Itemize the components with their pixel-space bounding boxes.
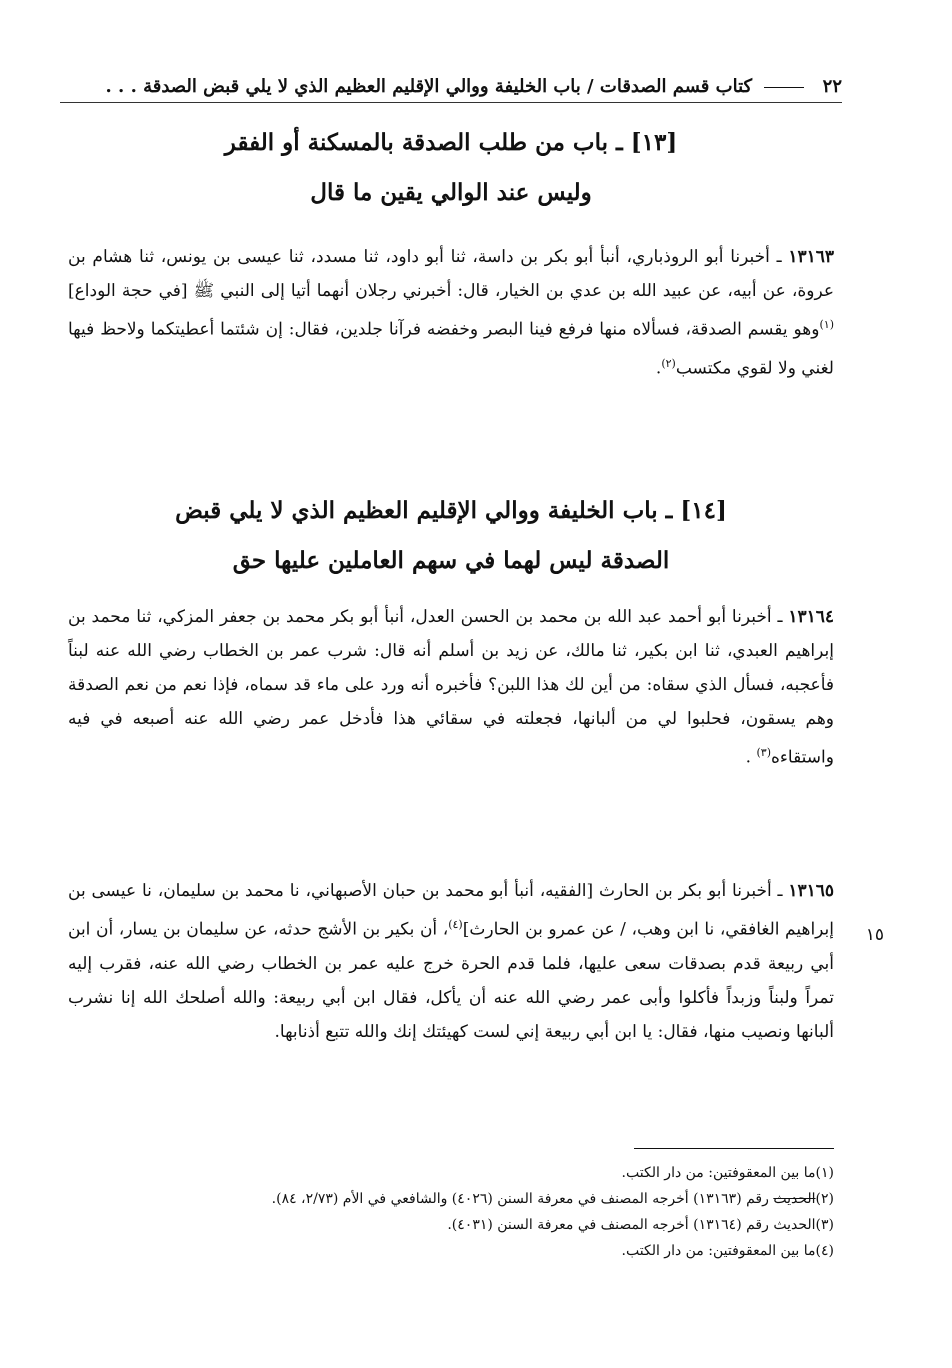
footnote-marker: (٤) — [815, 1243, 834, 1259]
footnote-struck-word: الحديث — [773, 1191, 816, 1207]
footnote-separator — [634, 1148, 834, 1149]
footnote-1 — [68, 1160, 834, 1186]
section-14-title-line2: الصدقة ليس لهما في سهم العاملين عليها حق — [232, 547, 670, 574]
hadith-end: . — [655, 358, 662, 379]
section-13-title-line2: وليس عند الوالي يقين ما قال — [310, 179, 592, 206]
footnote-2 — [68, 1186, 834, 1212]
hadith-text: ـ أخبرنا أبو الروذباري، أنبأ أبو بكر بن داسة، ثنا أبو داود، ثنا مسدد، ثنا عيسى بن يونس، ثنا هشام بن عروة، عن أبيه، عن عبيد الله بن عدي بن الخيار، قال: أخبرني رجلان أنهما أتيا إلى النبي ﷺ [في حجة الوداع] — [68, 247, 834, 301]
footnote-text: ما بين المعقوفتين: من دار الكتب. — [621, 1165, 816, 1181]
header-dash — [764, 87, 804, 88]
footnote-marker: (٣) — [756, 746, 771, 759]
running-title: كتاب قسم الصدقات / باب الخليفة ووالي الإقليم العظيم الذي لا يلي قبض الصدقة . . . — [105, 76, 753, 97]
footnote-text: ما بين المعقوفتين: من دار الكتب. — [621, 1243, 816, 1259]
hadith-13165 — [68, 874, 834, 1049]
page-number: ٢٢ — [822, 76, 842, 97]
footnote-marker: (٢) — [815, 1191, 834, 1207]
footnote-marker: (١) — [819, 318, 834, 331]
hadith-text-continued: وهو يقسم الصدقة، فسألاه منها فرفع فينا البصر وخفضه فرآنا جلدين، فقال: إن شئتما أعطيتكما ولاحظ فيها لغني ولا لقوي مكتسب — [68, 319, 834, 379]
hadith-text: ـ أخبرنا أبو أحمد عبد الله بن محمد بن الحسن العدل، أنبأ أبو بكر محمد بن جعفر المزكي، ثنا محمد بن إبراهيم العبدي، ثنا ابن بكير، ثنا مالك، عن زيد بن أسلم أنه قال: شرب عمر بن الخطاب رضي الله عنه لبناً فأعجبه، فسأل الذي سقاه: من أين لك هذا اللبن؟ فأخبره أنه ورد على ماء قد سماه، فإذا نعم من نعم الصدقة وهم يسقون، فحلبوا لي من ألبانها، فجعلته في سقائي هذا فأدخل عمر رضي الله عنه أصبعه في فيه واستقاءه — [68, 607, 834, 768]
footnote-marker: (١) — [815, 1165, 834, 1181]
hadith-text-continued: ، أن بكير بن الأشج حدثه، عن سليمان بن يسار، أن ابن أبي ربيعة قدم بصدقات سعى عليها، فلما قدم الحرة خرج عليه عمر بن الخطاب رضي الله عنه، فقرب إليه تمراً ولبناً وزبداً فأكلوا وأبى عمر رضي الله عنه أن يأكل، فقال ابن أبي ربيعة: والله أصلحك الله إنا نشرب ألبانها ونصيب منها، فقال: يا ابن أبي ربيعة إني لست كهيئتك إنك والله تتبع أذنابها. — [68, 919, 834, 1042]
section-14-title-line1: [١٤] ـ باب الخليفة ووالي الإقليم العظيم الذي لا يلي قبض — [175, 497, 727, 524]
hadith-13163 — [68, 240, 834, 385]
margin-line-number: ١٥ — [865, 925, 884, 945]
footnote-marker: (٢) — [661, 356, 676, 370]
hadith-13164 — [68, 600, 834, 775]
hadith-number: ١٣١٦٣ — [788, 247, 834, 267]
footnote-text: الحديث رقم (١٣١٦٤) أخرجه المصنف في معرفة السنن (٤٠٣١). — [447, 1217, 816, 1233]
hadith-text: ـ أخبرنا أبو بكر بن الحارث [الفقيه، أنبأ أبو محمد بن حبان الأصبهاني، نا محمد بن سليمان، نا عيسى بن إبراهيم الغافقي، نا ابن وهب، / عن عمرو بن الحارث] — [68, 881, 835, 940]
hadith-end: . — [745, 747, 757, 768]
footnote-3 — [68, 1212, 834, 1238]
running-header — [60, 72, 842, 103]
hadith-number: ١٣١٦٤ — [788, 607, 834, 627]
footnote-marker: (٣) — [815, 1217, 834, 1233]
footnote-marker: (٤) — [448, 918, 463, 931]
footnote-text: رقم (١٣١٦٣) أخرجه المصنف في معرفة السنن (٤٠٢٦) والشافعي في الأم (٢/٧٣، ٨٤). — [271, 1191, 774, 1207]
hadith-number: ١٣١٦٥ — [788, 881, 834, 901]
footnote-4 — [68, 1238, 834, 1264]
footnotes — [68, 1160, 834, 1264]
section-13-title-line1: [١٣] ـ باب من طلب الصدقة بالمسكنة أو الفقر — [224, 129, 678, 156]
